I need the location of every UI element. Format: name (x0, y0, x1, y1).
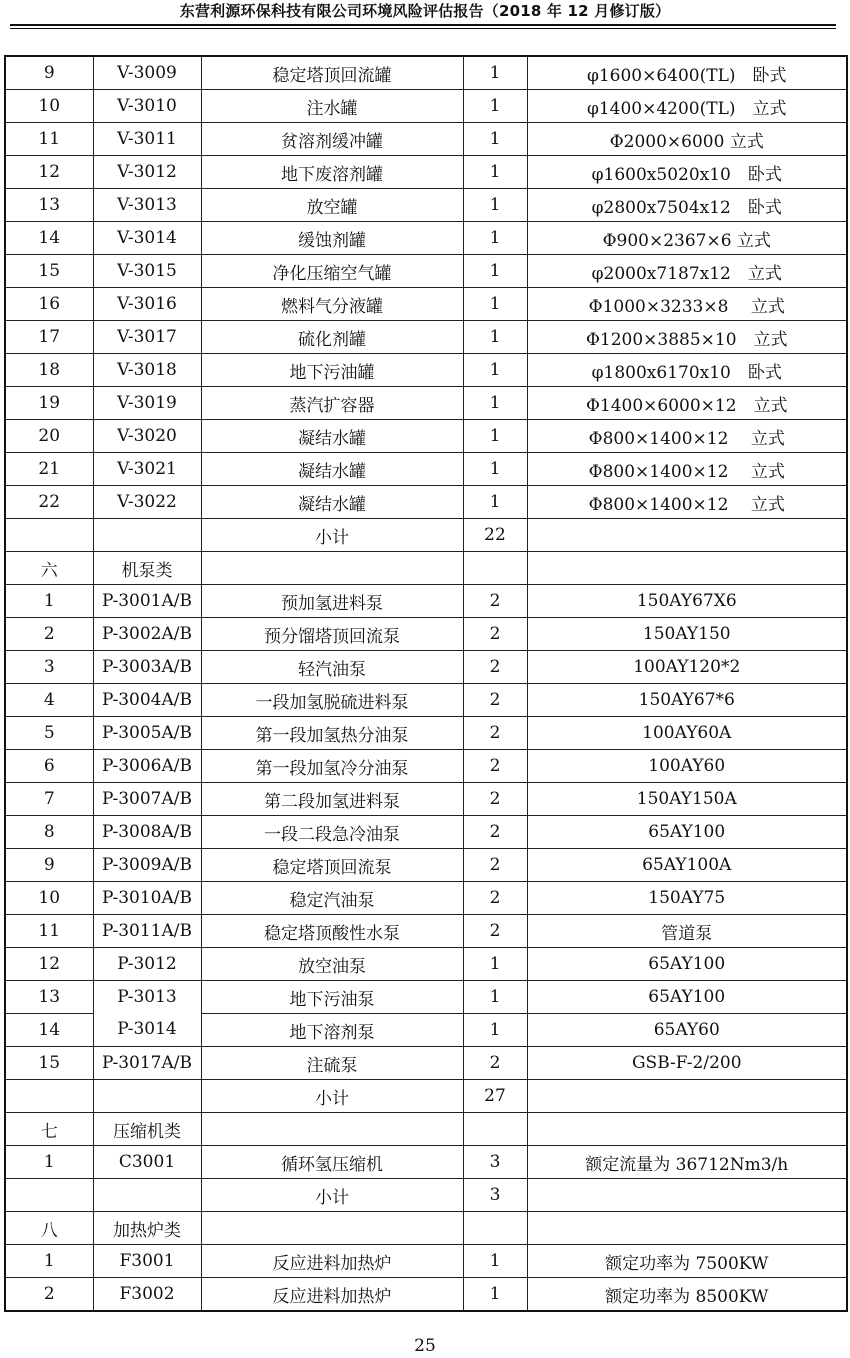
cell-code: P-3002A/B (93, 618, 201, 651)
cell-name: 缓蚀剂罐 (201, 222, 463, 255)
cell-qty: 1 (463, 156, 527, 189)
table-row (5, 1212, 847, 1245)
table-row (5, 156, 847, 189)
cell-code: F3001 (93, 1245, 201, 1278)
cell-spec (527, 1179, 847, 1212)
cell-code: P-3008A/B (93, 816, 201, 849)
table-row (5, 717, 847, 750)
cell-no: 七 (5, 1113, 93, 1146)
cell-no: 17 (5, 321, 93, 354)
table-row (5, 453, 847, 486)
cell-qty: 1 (463, 1245, 527, 1278)
table-row (5, 189, 847, 222)
cell-code: P-3012 (93, 948, 201, 981)
cell-qty (463, 1212, 527, 1245)
cell-spec (527, 519, 847, 552)
cell-name: 第一段加氢冷分油泵 (201, 750, 463, 783)
page-header: 东营利源环保科技有限公司环境风险评估报告（2018 年 12 月修订版） (179, 2, 671, 20)
table-row (5, 222, 847, 255)
cell-no: 2 (5, 618, 93, 651)
table-row (5, 486, 847, 519)
cell-qty: 1 (463, 948, 527, 981)
cell-spec: φ2800x7504x12 卧式 (527, 189, 847, 222)
table-row (5, 255, 847, 288)
cell-qty: 1 (463, 189, 527, 222)
cell-qty: 2 (463, 717, 527, 750)
table-row (5, 56, 847, 90)
cell-qty: 1 (463, 354, 527, 387)
cell-code: P-3011A/B (93, 915, 201, 948)
table-row (5, 1080, 847, 1113)
cell-qty: 1 (463, 56, 527, 90)
cell-code: P-3007A/B (93, 783, 201, 816)
cell-name: 地下污油罐 (201, 354, 463, 387)
table-row (5, 849, 847, 882)
cell-qty: 2 (463, 783, 527, 816)
table-row (5, 123, 847, 156)
cell-code: C3001 (93, 1146, 201, 1179)
cell-no: 20 (5, 420, 93, 453)
cell-no: 4 (5, 684, 93, 717)
cell-qty: 1 (463, 222, 527, 255)
cell-qty: 2 (463, 684, 527, 717)
table-row (5, 816, 847, 849)
cell-name (201, 1212, 463, 1245)
cell-code: V-3022 (93, 486, 201, 519)
cell-code: V-3018 (93, 354, 201, 387)
table-row (5, 321, 847, 354)
cell-no: 六 (5, 552, 93, 585)
cell-code: 压缩机类 (93, 1113, 201, 1146)
cell-name: 稳定汽油泵 (201, 882, 463, 915)
cell-spec: φ1600x5020x10 卧式 (527, 156, 847, 189)
table-row (5, 684, 847, 717)
cell-no: 2 (5, 1278, 93, 1312)
cell-qty: 1 (463, 123, 527, 156)
cell-name: 稳定塔顶回流罐 (201, 56, 463, 90)
cell-qty: 1 (463, 321, 527, 354)
cell-name: 第一段加氢热分油泵 (201, 717, 463, 750)
cell-code: V-3017 (93, 321, 201, 354)
cell-name: 第二段加氢进料泵 (201, 783, 463, 816)
table-row (5, 783, 847, 816)
table-row (5, 981, 847, 1014)
cell-qty: 2 (463, 585, 527, 618)
cell-name: 预加氢进料泵 (201, 585, 463, 618)
cell-code-line: P-3013 (117, 987, 177, 1007)
table-row (5, 519, 847, 552)
cell-qty: 3 (463, 1146, 527, 1179)
table-row (5, 618, 847, 651)
cell-code: P-3001A/B (93, 585, 201, 618)
cell-spec: φ1400×4200(TL) 立式 (527, 90, 847, 123)
cell-spec: Φ1200×3885×10 立式 (527, 321, 847, 354)
cell-code: V-3009 (93, 56, 201, 90)
table-row (5, 750, 847, 783)
cell-spec: 65AY100 (527, 948, 847, 981)
table-row (5, 1146, 847, 1179)
table-row (5, 1179, 847, 1212)
cell-name: 反应进料加热炉 (201, 1245, 463, 1278)
cell-name: 轻汽油泵 (201, 651, 463, 684)
cell-name: 放空罐 (201, 189, 463, 222)
cell-no: 12 (5, 948, 93, 981)
cell-spec: 150AY150 (527, 618, 847, 651)
cell-qty: 1 (463, 90, 527, 123)
cell-code: P-3004A/B (93, 684, 201, 717)
cell-name: 小计 (201, 519, 463, 552)
cell-no: 18 (5, 354, 93, 387)
cell-no: 9 (5, 849, 93, 882)
table-row (5, 90, 847, 123)
cell-qty: 1 (463, 288, 527, 321)
cell-name: 燃料气分液罐 (201, 288, 463, 321)
table-row (5, 1113, 847, 1146)
cell-code: V-3019 (93, 387, 201, 420)
cell-spec: 65AY60 (527, 1014, 847, 1047)
cell-no: 8 (5, 816, 93, 849)
cell-no: 5 (5, 717, 93, 750)
table-row (5, 552, 847, 585)
cell-qty: 1 (463, 255, 527, 288)
table-row (5, 288, 847, 321)
cell-spec (527, 1080, 847, 1113)
cell-code: 加热炉类 (93, 1212, 201, 1245)
cell-code: V-3015 (93, 255, 201, 288)
cell-qty: 2 (463, 750, 527, 783)
cell-name: 地下污油泵 (201, 981, 463, 1014)
table-row (5, 948, 847, 981)
cell-name: 放空油泵 (201, 948, 463, 981)
cell-code: V-3012 (93, 156, 201, 189)
cell-qty: 1 (463, 387, 527, 420)
table-row (5, 651, 847, 684)
cell-name: 凝结水罐 (201, 486, 463, 519)
cell-name (201, 1113, 463, 1146)
cell-code: V-3021 (93, 453, 201, 486)
cell-spec: 150AY67*6 (527, 684, 847, 717)
cell-spec: Φ1000×3233×8 立式 (527, 288, 847, 321)
table-row (5, 354, 847, 387)
cell-no: 21 (5, 453, 93, 486)
cell-no: 13 (5, 189, 93, 222)
equipment-table (4, 55, 848, 1312)
table-row (5, 915, 847, 948)
cell-qty (463, 1113, 527, 1146)
cell-name: 凝结水罐 (201, 453, 463, 486)
header-divider (10, 24, 836, 29)
cell-name: 地下废溶剂罐 (201, 156, 463, 189)
cell-no: 11 (5, 123, 93, 156)
cell-code: F3002 (93, 1278, 201, 1312)
cell-spec: Φ800×1400×12 立式 (527, 453, 847, 486)
cell-code: P-3009A/B (93, 849, 201, 882)
table-row (5, 585, 847, 618)
cell-name: 注水罐 (201, 90, 463, 123)
cell-spec (527, 552, 847, 585)
cell-spec: 150AY67X6 (527, 585, 847, 618)
table-row (5, 420, 847, 453)
equipment-table-body (5, 56, 847, 1311)
cell-no: 八 (5, 1212, 93, 1245)
cell-no: 10 (5, 882, 93, 915)
cell-qty: 2 (463, 1047, 527, 1080)
cell-no: 14 (5, 222, 93, 255)
cell-no: 14 (5, 1014, 93, 1047)
cell-code: V-3020 (93, 420, 201, 453)
cell-spec: 额定流量为 36712Nm3/h (527, 1146, 847, 1179)
cell-code (93, 519, 201, 552)
cell-spec: Φ800×1400×12 立式 (527, 486, 847, 519)
cell-spec: 管道泵 (527, 915, 847, 948)
cell-no: 3 (5, 651, 93, 684)
cell-spec: Φ2000×6000 立式 (527, 123, 847, 156)
cell-spec: φ2000x7187x12 立式 (527, 255, 847, 288)
cell-no (5, 519, 93, 552)
cell-spec: 150AY150A (527, 783, 847, 816)
cell-code: V-3013 (93, 189, 201, 222)
cell-no: 1 (5, 585, 93, 618)
cell-no: 16 (5, 288, 93, 321)
cell-spec (527, 1212, 847, 1245)
cell-spec: 额定功率为 8500KW (527, 1278, 847, 1312)
cell-name: 凝结水罐 (201, 420, 463, 453)
cell-no: 22 (5, 486, 93, 519)
table-row (5, 387, 847, 420)
cell-code: P-3003A/B (93, 651, 201, 684)
cell-code: 机泵类 (93, 552, 201, 585)
cell-qty: 1 (463, 420, 527, 453)
cell-no (5, 1080, 93, 1113)
cell-name: 反应进料加热炉 (201, 1278, 463, 1312)
cell-spec: φ1800x6170x10 卧式 (527, 354, 847, 387)
cell-name (201, 552, 463, 585)
cell-qty: 3 (463, 1179, 527, 1212)
cell-name: 小计 (201, 1080, 463, 1113)
cell-spec: Φ800×1400×12 立式 (527, 420, 847, 453)
cell-name: 蒸汽扩容器 (201, 387, 463, 420)
cell-qty: 22 (463, 519, 527, 552)
cell-code (93, 981, 201, 1047)
cell-no: 15 (5, 1047, 93, 1080)
cell-name: 稳定塔顶回流泵 (201, 849, 463, 882)
cell-name: 预分馏塔顶回流泵 (201, 618, 463, 651)
cell-no: 1 (5, 1245, 93, 1278)
cell-qty: 1 (463, 453, 527, 486)
cell-no: 12 (5, 156, 93, 189)
page-number: 25 (414, 1336, 436, 1356)
cell-name: 净化压缩空气罐 (201, 255, 463, 288)
cell-name: 一段加氢脱硫进料泵 (201, 684, 463, 717)
table-row (5, 1278, 847, 1312)
cell-code: P-3017A/B (93, 1047, 201, 1080)
cell-code (93, 1080, 201, 1113)
cell-no: 10 (5, 90, 93, 123)
cell-no: 19 (5, 387, 93, 420)
cell-qty: 2 (463, 618, 527, 651)
cell-spec: Φ900×2367×6 立式 (527, 222, 847, 255)
cell-qty: 2 (463, 849, 527, 882)
cell-name: 稳定塔顶酸性水泵 (201, 915, 463, 948)
cell-no: 1 (5, 1146, 93, 1179)
cell-code-line: P-3014 (117, 1019, 177, 1039)
cell-spec: φ1600×6400(TL) 卧式 (527, 56, 847, 90)
cell-spec: Φ1400×6000×12 立式 (527, 387, 847, 420)
cell-qty: 27 (463, 1080, 527, 1113)
table-row (5, 1047, 847, 1080)
cell-code: P-3005A/B (93, 717, 201, 750)
cell-code (93, 1179, 201, 1212)
cell-spec: 65AY100A (527, 849, 847, 882)
cell-code: P-3010A/B (93, 882, 201, 915)
cell-name: 贫溶剂缓冲罐 (201, 123, 463, 156)
cell-code: P-3006A/B (93, 750, 201, 783)
cell-spec: 100AY60A (527, 717, 847, 750)
cell-qty (463, 552, 527, 585)
cell-qty: 1 (463, 981, 527, 1014)
cell-qty: 2 (463, 651, 527, 684)
cell-spec: 100AY120*2 (527, 651, 847, 684)
cell-spec: GSB-F-2/200 (527, 1047, 847, 1080)
cell-code: V-3010 (93, 90, 201, 123)
table-row (5, 882, 847, 915)
cell-code: V-3014 (93, 222, 201, 255)
cell-qty: 2 (463, 915, 527, 948)
cell-spec: 100AY60 (527, 750, 847, 783)
cell-no: 6 (5, 750, 93, 783)
cell-name: 硫化剂罐 (201, 321, 463, 354)
cell-qty: 2 (463, 882, 527, 915)
table-row (5, 1245, 847, 1278)
cell-qty: 1 (463, 1014, 527, 1047)
cell-no: 9 (5, 56, 93, 90)
cell-spec (527, 1113, 847, 1146)
cell-name: 地下溶剂泵 (201, 1014, 463, 1047)
cell-qty: 1 (463, 486, 527, 519)
cell-spec: 65AY100 (527, 816, 847, 849)
cell-no: 13 (5, 981, 93, 1014)
cell-qty: 1 (463, 1278, 527, 1312)
cell-name: 循环氢压缩机 (201, 1146, 463, 1179)
cell-code: V-3011 (93, 123, 201, 156)
cell-no (5, 1179, 93, 1212)
cell-qty: 2 (463, 816, 527, 849)
cell-no: 15 (5, 255, 93, 288)
cell-no: 11 (5, 915, 93, 948)
cell-spec: 150AY75 (527, 882, 847, 915)
cell-spec: 65AY100 (527, 981, 847, 1014)
cell-no: 7 (5, 783, 93, 816)
cell-name: 一段二段急冷油泵 (201, 816, 463, 849)
cell-code: V-3016 (93, 288, 201, 321)
cell-name: 注硫泵 (201, 1047, 463, 1080)
cell-name: 小计 (201, 1179, 463, 1212)
cell-spec: 额定功率为 7500KW (527, 1245, 847, 1278)
